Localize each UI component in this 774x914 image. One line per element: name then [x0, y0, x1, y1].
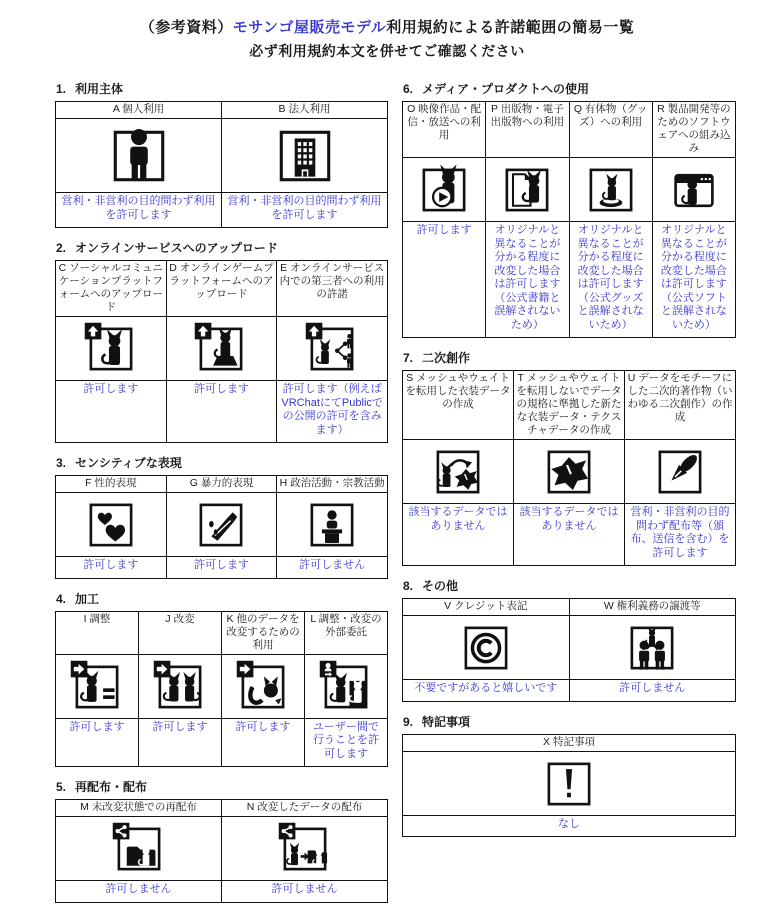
table-media-product: [402, 101, 736, 338]
section-number: 9.: [403, 714, 414, 729]
cell-status-U: 営利・非営利の目的問わず配布等（頒布、送信を含む）を許可します: [625, 504, 736, 566]
section-heading: 再配布・配布: [75, 780, 148, 794]
cell-status-W: 許可しません: [569, 680, 736, 702]
cell-status-M: 許可しません: [56, 881, 222, 903]
section-redistribution: [55, 778, 387, 903]
cell-header-C: C ソーシャルコミュニケーションプラットフォームへのアップロード: [56, 261, 167, 317]
table-usage-subject: [55, 101, 388, 228]
cell-status-X: なし: [403, 815, 736, 837]
cell-status-R: オリジナルと異なることが分かる程度に改変した場合は許可します（公式ソフトと誤解されないため）: [652, 222, 735, 338]
upload-social-icon: [83, 321, 139, 377]
cell-status-P: オリジナルと異なることが分かる程度に改変した場合は許可します（公式書籍と誤解されないため）: [486, 222, 569, 338]
cell-header-H: H 政治活動・宗教活動: [277, 476, 388, 493]
cell-status-C: 許可します: [56, 381, 167, 443]
distribute-modified-icon: [277, 821, 333, 877]
cat-parts-icon: [235, 659, 291, 715]
publication-cat-icon: [499, 162, 555, 218]
section-number: 6.: [403, 82, 414, 96]
cell-header-X: X 特記事項: [403, 734, 736, 751]
section-number: 1.: [56, 82, 67, 96]
section-number: 2.: [56, 241, 67, 255]
cell-status-L: ユーザー間で行うことを許可します: [305, 718, 388, 767]
cell-header-I: I 調整: [56, 611, 139, 654]
table-redistribution: [55, 799, 388, 903]
cell-status-O: 許可します: [403, 222, 486, 338]
section-heading: その他: [422, 579, 459, 593]
adjust-cat-icon: [69, 659, 125, 715]
section-processing: [55, 590, 387, 768]
cell-header-B: B 法人利用: [222, 102, 388, 119]
cell-status-E: 許可します（例えばVRChatにてPublicでの公開の許可を含みます）: [277, 381, 388, 443]
cell-status-I: 許可します: [56, 718, 139, 767]
section-number: 8.: [403, 579, 414, 593]
cell-header-M: M 未改変状態での再配布: [56, 800, 222, 817]
outsource-icon: [318, 659, 374, 715]
podium-speech-icon: [304, 497, 360, 553]
section-heading: 二次創作: [422, 351, 471, 365]
cell-header-V: V クレジット表記: [403, 599, 570, 616]
title-brand: モサンゴ屋販売モデル: [232, 19, 387, 36]
section-heading: 利用主体: [75, 82, 124, 96]
table-derivative-works: [402, 370, 736, 566]
cell-header-U: U データをモチーフにした二次的著作物（いわゆる二次創作）の作成: [625, 371, 736, 440]
video-cat-icon: [416, 162, 472, 218]
cell-status-Q: オリジナルと異なることが分かる程度に改変した場合は許可します（公式グッズと誤解されないため）: [569, 222, 652, 338]
building-icon: [272, 123, 338, 189]
cell-header-W: W 権利義務の譲渡等: [569, 599, 736, 616]
table-special-notes: [402, 734, 736, 838]
title-prefix: （参考資料）: [139, 19, 233, 36]
pen-icon: [652, 444, 708, 500]
cell-status-D: 許可します: [166, 381, 277, 443]
upload-third-party-icon: [304, 321, 360, 377]
copyright-icon: [458, 620, 514, 676]
table-other: [402, 598, 736, 702]
exclamation-icon: [541, 756, 597, 812]
redistribute-folder-icon: [111, 821, 167, 877]
section-heading: メディア・プロダクトへの使用: [422, 82, 590, 96]
table-processing: [55, 611, 388, 768]
modify-cats-icon: [152, 659, 208, 715]
section-derivative-works: [402, 349, 735, 566]
cell-header-S: S メッシュやウェイトを転用した衣装データの作成: [403, 371, 514, 440]
cell-header-G: G 暴力的表現: [166, 476, 277, 493]
section-heading: センシティブな表現: [75, 456, 182, 470]
cell-status-J: 許可します: [139, 718, 222, 767]
cell-status-A: 営利・非営利の目的問わず利用を許可します: [56, 193, 222, 228]
cell-header-O: O 映像作品・配信・放送への利用: [403, 102, 486, 158]
figurine-icon: [583, 162, 639, 218]
outfit-icon: [541, 444, 597, 500]
right-column: [402, 80, 735, 848]
section-number: 3.: [56, 456, 67, 470]
software-window-icon: [666, 162, 722, 218]
cell-status-H: 許可しません: [277, 557, 388, 579]
left-column: [55, 80, 387, 914]
section-special-notes: [402, 713, 735, 838]
person-icon: [106, 123, 172, 189]
section-usage-subject: [55, 80, 387, 228]
cell-header-K: K 他のデータを改変するための利用: [222, 611, 305, 654]
section-sensitive-expression: [55, 454, 387, 579]
cell-header-L: L 調整・改変の外部委託: [305, 611, 388, 654]
cell-status-F: 許可します: [56, 557, 167, 579]
cell-status-N: 許可しません: [222, 881, 388, 903]
section-heading: オンラインサービスへのアップロード: [75, 241, 278, 255]
cell-status-G: 許可します: [166, 557, 277, 579]
table-online-upload: [55, 260, 388, 443]
cell-header-R: R 製品開発等のためのソフトウェアへの組み込み: [652, 102, 735, 158]
cell-status-K: 許可します: [222, 718, 305, 767]
section-other: [402, 577, 735, 702]
hearts-icon: [83, 497, 139, 553]
knife-icon: [193, 497, 249, 553]
title-suffix: 利用規約による許諾範囲の簡易一覧: [386, 19, 635, 36]
cell-header-N: N 改変したデータの配布: [222, 800, 388, 817]
section-media-product: [402, 80, 735, 338]
cell-header-Q: Q 有体物（グッズ）への利用: [569, 102, 652, 158]
cell-header-A: A 個人利用: [56, 102, 222, 119]
cell-header-P: P 出版物・電子出版物への利用: [486, 102, 569, 158]
cell-status-B: 営利・非営利の目的問わず利用を許可します: [222, 193, 388, 228]
upload-game-icon: [193, 321, 249, 377]
cell-status-T: 該当するデータではありません: [514, 504, 625, 566]
page-subtitle: 必ず利用規約本文を併せてご確認ください: [249, 43, 525, 59]
section-heading: 加工: [75, 591, 100, 606]
section-online-upload: [55, 239, 387, 443]
cell-header-D: D オンラインゲームプラットフォームへのアップロード: [166, 261, 277, 317]
cell-status-S: 該当するデータではありません: [403, 504, 514, 566]
cell-status-V: 不要ですがあると嬉しいです: [403, 680, 570, 702]
section-heading: 特記事項: [422, 714, 471, 729]
cell-header-F: F 性的表現: [56, 476, 167, 493]
page-title: [0, 16, 774, 37]
section-number: 7.: [403, 351, 414, 365]
cell-header-J: J 改変: [139, 611, 222, 654]
cell-header-T: T メッシュやウェイトを転用しないでデータの規格に準拠した新たな衣装データ・テクスチャデータの作成: [514, 371, 625, 440]
cell-header-E: E オンラインサービス内での第三者への利用の許諾: [277, 261, 388, 317]
rights-transfer-icon: [624, 620, 680, 676]
section-number: 4.: [56, 591, 67, 606]
table-sensitive-expression: [55, 475, 388, 579]
section-number: 5.: [56, 780, 67, 794]
cat-to-outfit-icon: [430, 444, 486, 500]
